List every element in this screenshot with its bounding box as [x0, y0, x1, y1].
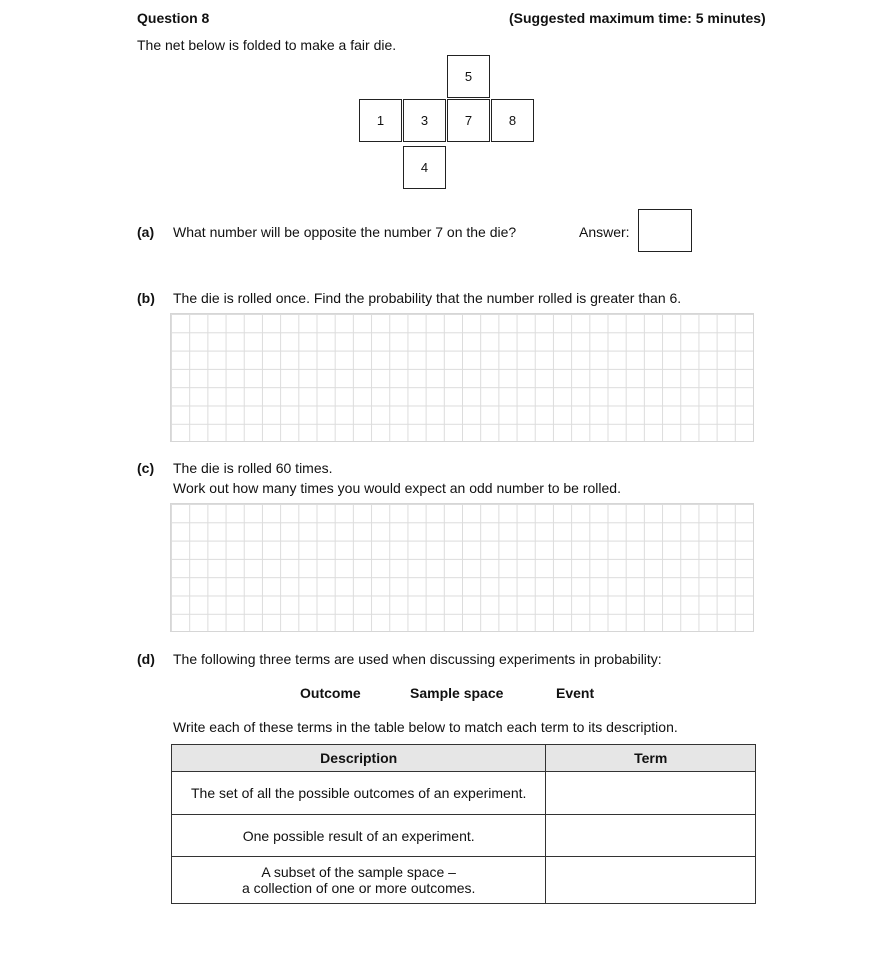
part-d-instruction: Write each of these terms in the table below to match each term to its description. [173, 719, 678, 735]
question-title: Question 8 [137, 10, 210, 26]
term-outcome: Outcome [300, 685, 361, 701]
table-row [172, 857, 756, 904]
net-face-bottom: 4 [403, 146, 446, 189]
description-cell [172, 857, 546, 904]
part-b-label: (b) [137, 290, 155, 306]
intro-text: The net below is folded to make a fair die. [137, 37, 397, 53]
answer-box[interactable] [638, 209, 692, 252]
term-sample-space: Sample space [410, 685, 504, 701]
term-cell[interactable] [546, 815, 756, 857]
working-grid-b[interactable] [170, 313, 754, 442]
answer-label: Answer: [579, 224, 630, 240]
header-term: Term [546, 745, 756, 772]
net-face-row-2: 3 [403, 99, 446, 142]
part-a-label: (a) [137, 224, 155, 240]
working-grid-c[interactable] [170, 503, 754, 632]
part-b-question: The die is rolled once. Find the probability that the number rolled is greater than 6. [173, 290, 682, 306]
part-c-label: (c) [137, 460, 155, 476]
table-row [172, 772, 756, 815]
terms-table [171, 744, 756, 904]
header-description: Description [172, 745, 546, 772]
description-cell: The set of all the possible outcomes of an experiment. [172, 772, 546, 815]
table-row [172, 815, 756, 857]
description-line-1: A subset of the sample space – [261, 864, 456, 880]
net-face-row-3: 7 [447, 99, 490, 142]
term-cell[interactable] [546, 857, 756, 904]
term-event: Event [556, 685, 595, 701]
part-a-question: What number will be opposite the number 7 on the die? [173, 224, 517, 240]
net-face-row-4: 8 [491, 99, 534, 142]
description-cell: One possible result of an experiment. [172, 815, 546, 857]
net-face-row-1: 1 [359, 99, 402, 142]
table-header-row [172, 745, 756, 772]
part-c-line1: The die is rolled 60 times. [173, 460, 333, 476]
part-d-label: (d) [137, 651, 155, 667]
description-line-2: a collection of one or more outcomes. [241, 880, 476, 896]
term-cell[interactable] [546, 772, 756, 815]
part-c-line2: Work out how many times you would expect an odd number to be rolled. [173, 480, 621, 496]
time-note: (Suggested maximum time: 5 minutes) [509, 10, 766, 26]
part-d-intro: The following three terms are used when discussing experiments in probability: [173, 651, 662, 667]
net-face-top: 5 [447, 55, 490, 98]
